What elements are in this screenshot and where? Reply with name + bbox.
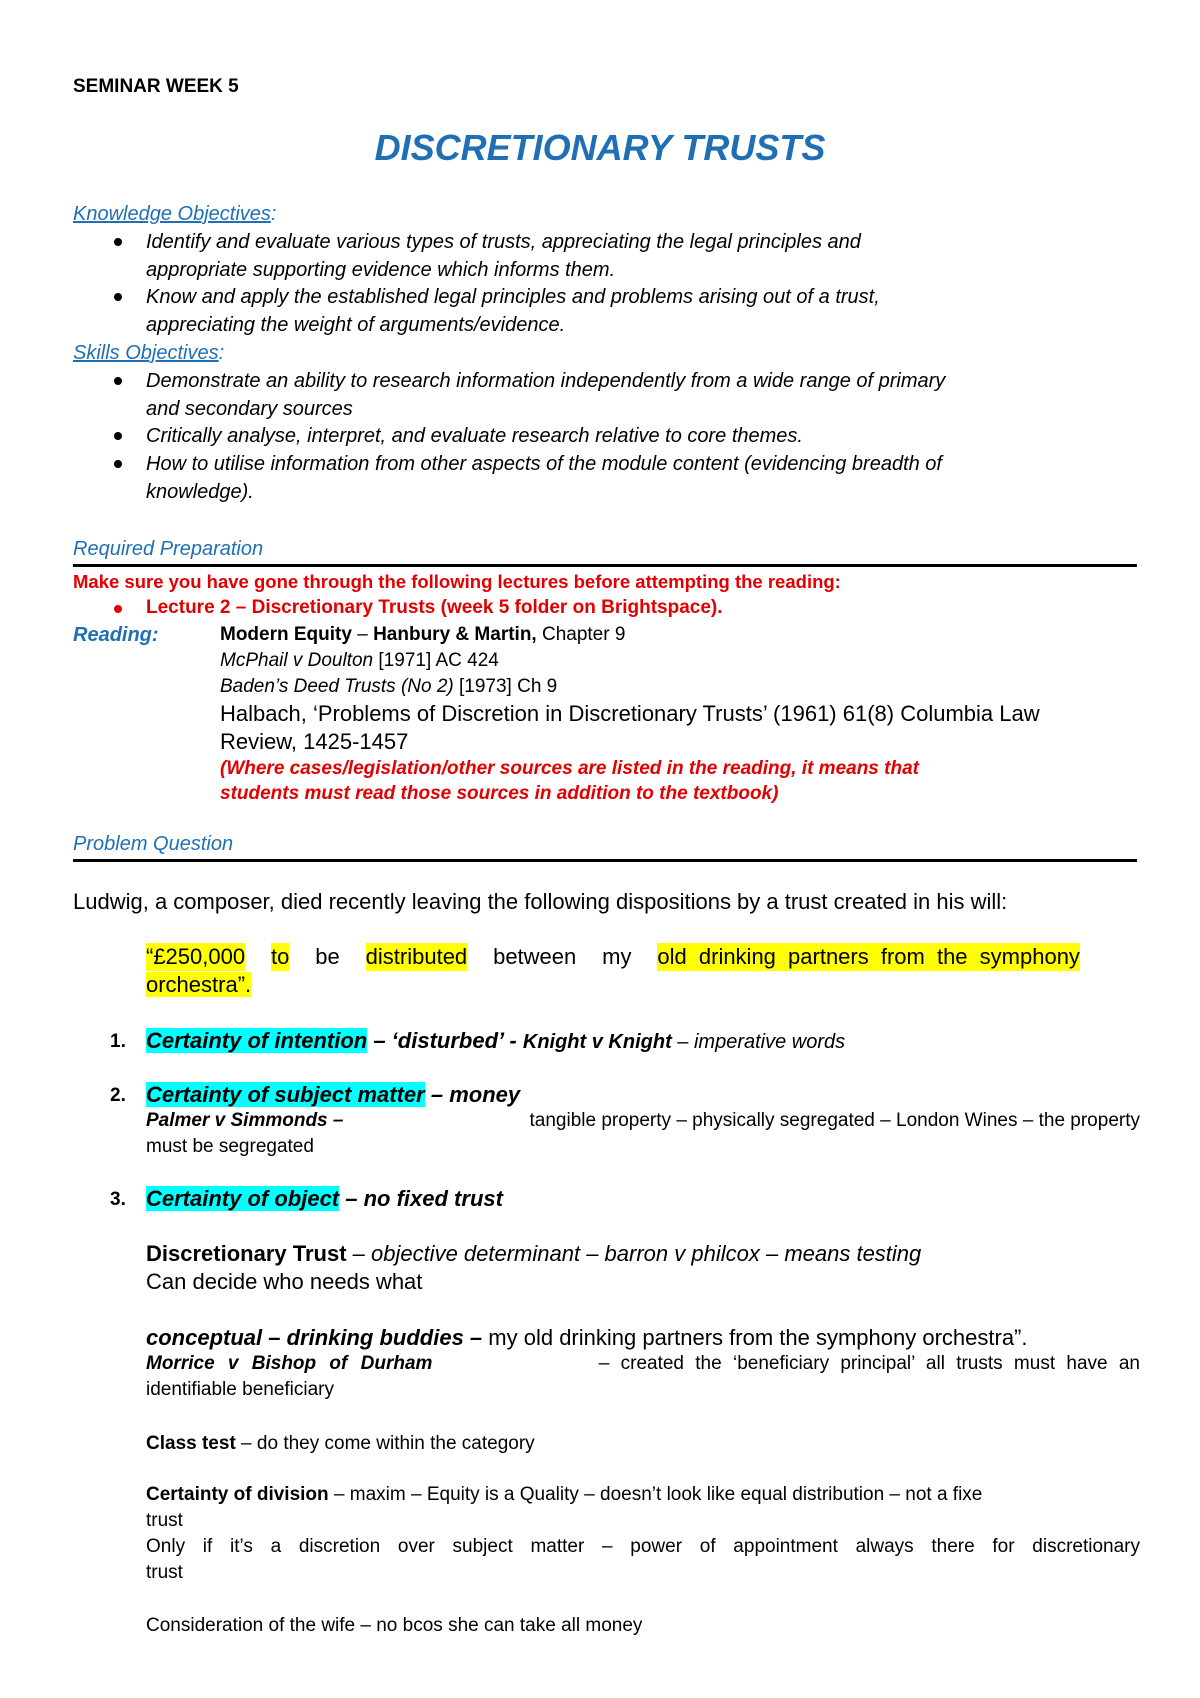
skills-objectives-heading: Skills Objectives: xyxy=(73,342,225,364)
reading-note-line-1: (Where cases/legislation/other sources are listed in the reading, it means that xyxy=(220,758,919,779)
preparation-notice: Make sure you have gone through the following lectures before attempting the reading: xyxy=(73,571,841,592)
bullet-icon xyxy=(114,605,122,613)
division-line-1: Certainty of division – maxim – Equity is a Quality – doesn’t look like equal distribution – not a fixe xyxy=(146,1484,983,1505)
quote-line-1: “£250,000 to be distributed between my old drinking partners from the symphony xyxy=(146,944,1080,969)
point-1-intention: Certainty of intention – ‘disturbed’ - Knight v Knight – imperative words xyxy=(146,1028,846,1053)
problem-intro: Ludwig, a composer, died recently leaving the following dispositions by a trust created in his will: xyxy=(73,889,1008,914)
bullet-icon xyxy=(114,432,122,440)
point-3-object: Certainty of object – no fixed trust xyxy=(146,1186,503,1211)
section-divider xyxy=(73,859,1137,862)
skills-item-1-line-1: Demonstrate an ability to research information independently from a wide range of primary xyxy=(146,370,946,392)
knowledge-item-2-line-2: appreciating the weight of arguments/evidence. xyxy=(146,314,566,336)
division-line-3: Only if it’s a discretion over subject matter – power of appointment always there for discretionary xyxy=(146,1536,1140,1557)
reading-article-line-2: Review, 1425-1457 xyxy=(220,729,409,754)
lecture-item: Lecture 2 – Discretionary Trusts (week 5 folder on Brightspace). xyxy=(146,597,723,618)
point-3-number: 3. xyxy=(110,1189,126,1210)
quote-line-2: orchestra”. xyxy=(146,972,252,997)
seminar-label: SEMINAR WEEK 5 xyxy=(73,76,239,97)
morrice-line-2: identifiable beneficiary xyxy=(146,1379,335,1400)
bullet-icon xyxy=(114,460,122,468)
conceptual-line: conceptual – drinking buddies – my old drinking partners from the symphony orchestra”. xyxy=(146,1325,1028,1350)
page-title: DISCRETIONARY TRUSTS xyxy=(374,127,826,168)
bullet-icon xyxy=(114,377,122,385)
wife-consideration-line: Consideration of the wife – no bcos she can take all money xyxy=(146,1615,643,1636)
skills-item-1-line-2: and secondary sources xyxy=(146,398,353,420)
bullet-icon xyxy=(114,293,122,301)
discretionary-trust-line: Discretionary Trust – objective determinant – barron v philcox – means testing xyxy=(146,1241,922,1266)
reading-article-line-1: Halbach, ‘Problems of Discretion in Discretionary Trusts’ (1961) 61(8) Columbia Law xyxy=(220,701,1040,726)
point-1-number: 1. xyxy=(110,1031,126,1052)
reading-case-badens: Baden’s Deed Trusts (No 2) [1973] Ch 9 xyxy=(220,676,558,697)
reading-textbook: Modern Equity – Hanbury & Martin, Chapter 9 xyxy=(220,624,626,645)
discretionary-trust-line-2: Can decide who needs what xyxy=(146,1269,423,1294)
reading-note-line-2: students must read those sources in addition to the textbook) xyxy=(220,783,779,804)
required-preparation-heading: Required Preparation xyxy=(73,538,264,560)
point-2-line-2: must be segregated xyxy=(146,1136,314,1157)
division-line-4: trust xyxy=(146,1562,183,1583)
section-divider xyxy=(73,564,1137,567)
class-test-line: Class test – do they come within the category xyxy=(146,1433,535,1454)
skills-item-3-line-2: knowledge). xyxy=(146,481,254,503)
skills-item-2: Critically analyse, interpret, and evaluate research relative to core themes. xyxy=(146,425,803,447)
knowledge-item-2-line-1: Know and apply the established legal principles and problems arising out of a trust, xyxy=(146,286,880,308)
knowledge-item-1-line-1: Identify and evaluate various types of trusts, appreciating the legal principles and xyxy=(146,231,861,253)
morrice-line: Morrice v Bishop of Durham – created the ‘beneficiary principal’ all trusts must have an xyxy=(146,1353,1140,1374)
division-line-2: trust xyxy=(146,1510,183,1531)
skills-item-3-line-1: How to utilise information from other aspects of the module content (evidencing breadth of xyxy=(146,453,942,475)
reading-case-mcphail: McPhail v Doulton [1971] AC 424 xyxy=(220,650,499,671)
bullet-icon xyxy=(114,238,122,246)
point-2-palmer-line: Palmer v Simmonds – tangible property – physically segregated – London Wines – the property xyxy=(146,1110,1140,1131)
problem-question-heading: Problem Question xyxy=(73,833,234,855)
reading-label: Reading: xyxy=(73,624,159,646)
point-2-number: 2. xyxy=(110,1085,126,1106)
point-2-subject-matter: Certainty of subject matter – money xyxy=(146,1082,521,1107)
knowledge-item-1-line-2: appropriate supporting evidence which informs them. xyxy=(146,259,616,281)
knowledge-objectives-heading: Knowledge Objectives: xyxy=(73,203,277,225)
